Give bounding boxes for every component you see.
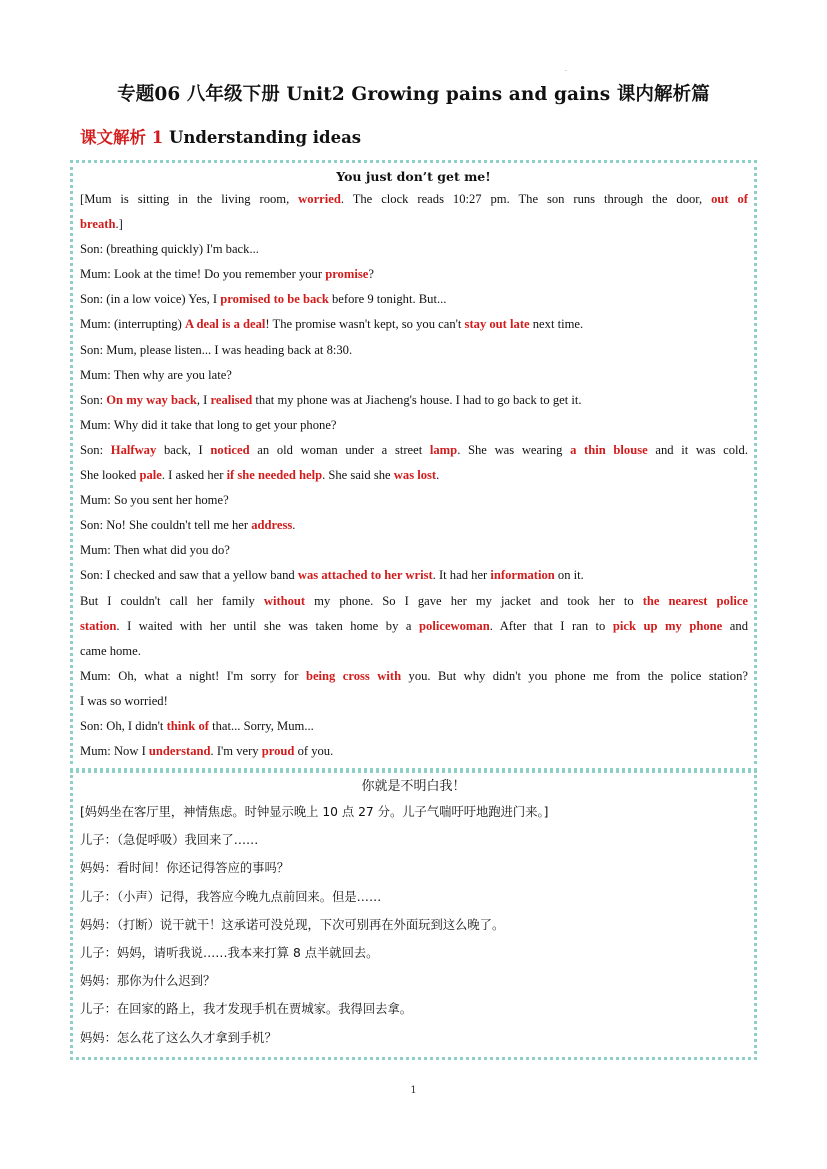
- dialogue-line: [80, 463, 748, 488]
- page-number: 1: [410, 1085, 417, 1096]
- line-text: But I couldn't call her family: [80, 593, 264, 608]
- line-text: . I waited with her until she was taken home by a: [116, 618, 420, 633]
- dialogue-line: [80, 513, 748, 538]
- translation-line: 儿子：在回家的路上，我才发现手机在贾城家。我得回去拿。: [80, 1002, 413, 1017]
- key-phrase: proud: [261, 744, 295, 759]
- dialogue-line: [80, 237, 748, 262]
- line-text: Son: No! She couldn't tell me her: [80, 518, 252, 533]
- line-text: . It had her: [432, 568, 491, 583]
- dialogue-line: [80, 488, 748, 513]
- line-text: Mum: Now I: [80, 744, 149, 759]
- dialogue-line: [80, 714, 748, 739]
- line-text: Son: (in a low voice) Yes, I: [80, 292, 221, 307]
- dialogue-line: [80, 287, 748, 312]
- line-text: next time.: [529, 317, 584, 332]
- line-text: Mum: Then why are you late?: [80, 367, 232, 382]
- line-text: Mum: So you sent her home?: [80, 493, 229, 508]
- line-text: . I'm very: [210, 744, 262, 759]
- dialogue-line: [80, 262, 748, 287]
- line-text: before 9 tonight. But...: [328, 292, 447, 307]
- line-text: of you.: [294, 744, 334, 759]
- key-phrase: stay out late: [464, 317, 530, 332]
- line-text: on it.: [554, 568, 584, 583]
- line-text: I was so worried!: [80, 693, 168, 708]
- line-text: . I asked her: [161, 468, 227, 483]
- dialogue-line: [80, 363, 748, 388]
- key-phrase: realised: [210, 392, 253, 407]
- chinese-lines: [73, 798, 754, 1052]
- dialogue-line: [80, 413, 748, 438]
- line-text: and it was cold.: [647, 442, 748, 457]
- header-dot: .: [565, 66, 567, 73]
- key-phrase: pick up my phone: [612, 618, 723, 633]
- key-phrase: noticed: [210, 442, 250, 457]
- dialogue-line: [80, 212, 748, 237]
- line-text: Son:: [80, 392, 107, 407]
- dialogue-line: [80, 639, 748, 664]
- translation-line: 妈妈：怎么花了这么久才拿到手机？: [80, 1030, 277, 1045]
- key-phrase: information: [490, 568, 555, 583]
- key-phrase: the nearest police: [642, 593, 748, 608]
- line-text: you. But why didn't you phone me from the police station?: [401, 668, 748, 683]
- line-text: Son: I checked and saw that a yellow band: [80, 568, 298, 583]
- line-text: Mum: Then what did you do?: [80, 543, 230, 558]
- key-phrase: a thin blouse: [570, 442, 648, 457]
- chinese-text-box: [70, 770, 757, 1060]
- dialogue-line: [80, 438, 748, 463]
- dialogue-line: [80, 664, 748, 689]
- line-text: Son: Oh, I didn't: [80, 718, 167, 733]
- line-text: came home.: [80, 643, 141, 658]
- line-text: Son:: [80, 442, 111, 457]
- line-text: [Mum is sitting in the living room,: [80, 192, 299, 206]
- dialogue-line: [80, 614, 748, 639]
- section-heading: [80, 124, 361, 148]
- line-text: Son: Mum, please listen... I was heading back at 8:30.: [80, 342, 353, 357]
- dialogue-line: [80, 538, 748, 563]
- key-phrase: Halfway: [110, 442, 157, 457]
- line-text: Mum: Oh, what a night! I'm sorry for: [80, 668, 306, 683]
- key-phrase: pale: [139, 468, 162, 483]
- dialogue-line: [80, 589, 748, 614]
- key-phrase: station: [80, 618, 117, 633]
- key-phrase: A deal is a deal: [184, 317, 266, 332]
- key-phrase: lamp: [429, 442, 458, 457]
- key-phrase: policewoman: [419, 618, 490, 633]
- key-phrase: worried: [298, 192, 341, 206]
- line-text: back, I: [156, 442, 211, 457]
- line-text: and: [722, 618, 748, 633]
- dialogue-line: [80, 187, 748, 212]
- translation-line: 儿子：妈妈，请听我说……我本来打算 8 点半就回去。: [80, 945, 379, 960]
- english-title: You just don’t get me!: [336, 169, 491, 184]
- line-text: . The clock reads 10:27 pm. The son runs through the door,: [340, 192, 712, 206]
- dialogue-line: [80, 563, 748, 588]
- key-phrase: understand: [148, 744, 211, 759]
- line-text: . She said she: [322, 468, 394, 483]
- key-phrase: being cross with: [305, 668, 402, 683]
- translation-line: 妈妈：（打断）说干就干！这承诺可没兑现，下次可别再在外面玩到这么晚了。: [80, 917, 505, 932]
- line-text: . She was wearing: [457, 442, 571, 457]
- line-text: my phone. So I gave her my jacket and took her to: [305, 593, 643, 608]
- line-text: .: [436, 468, 440, 483]
- key-phrase: was lost: [393, 468, 437, 483]
- line-text: . After that I ran to: [489, 618, 613, 633]
- line-text: ! The promise wasn't kept, so you can't: [265, 317, 465, 332]
- line-text: Mum: Look at the time! Do you remember your: [80, 267, 326, 282]
- translation-line: 儿子：（小声）记得，我答应今晚九点前回来。但是……: [80, 889, 382, 904]
- key-phrase: breath: [80, 217, 116, 232]
- key-phrase: out of: [711, 192, 748, 206]
- chinese-title: 你就是不明白我！: [361, 779, 466, 794]
- key-phrase: address: [251, 518, 293, 533]
- dialogue-line: [80, 388, 748, 413]
- line-text: .]: [115, 217, 123, 232]
- line-text: .: [292, 518, 296, 533]
- line-text: Son: (breathing quickly) I'm back...: [80, 242, 259, 257]
- translation-line: [妈妈坐在客厅里，神情焦虑。时钟显示晚上 10 点 27 分。儿子气喘吁吁地跑进门来。]: [80, 805, 549, 819]
- dialogue-line: [80, 338, 748, 363]
- key-phrase: if she needed help: [226, 468, 323, 483]
- section-heading-label: 课文解析 1: [80, 128, 164, 147]
- key-phrase: promised to be back: [220, 292, 329, 307]
- line-text: Mum: Why did it take that long to get your phone?: [80, 417, 337, 432]
- translation-line: 妈妈：看时间！你还记得答应的事吗？: [80, 861, 290, 876]
- key-phrase: promise: [325, 267, 369, 282]
- english-text-box: [70, 160, 757, 771]
- section-heading-text: Understanding ideas: [163, 128, 362, 147]
- translation-line: 儿子：（急促呼吸）我回来了……: [80, 833, 259, 848]
- page-title: 专题06 八年级下册 Unit2 Growing pains and gains 课内解析篇: [117, 84, 710, 105]
- line-text: that... Sorry, Mum...: [208, 718, 314, 733]
- key-phrase: was attached to her wrist: [297, 568, 433, 583]
- line-text: She looked: [80, 468, 140, 483]
- key-phrase: On my way back: [106, 392, 197, 407]
- dialogue-line: [80, 689, 748, 714]
- english-lines: [73, 187, 754, 764]
- line-text: that my phone was at Jiacheng's house. I had to go back to get it.: [252, 392, 582, 407]
- line-text: , I: [196, 392, 211, 407]
- dialogue-line: [80, 739, 748, 764]
- dialogue-line: [80, 312, 748, 337]
- line-text: an old woman under a street: [249, 442, 430, 457]
- key-phrase: think of: [166, 718, 209, 733]
- line-text: Mum: (interrupting): [80, 317, 185, 332]
- translation-line: 妈妈：那你为什么迟到？: [80, 974, 216, 989]
- line-text: ?: [368, 267, 374, 282]
- key-phrase: without: [263, 593, 306, 608]
